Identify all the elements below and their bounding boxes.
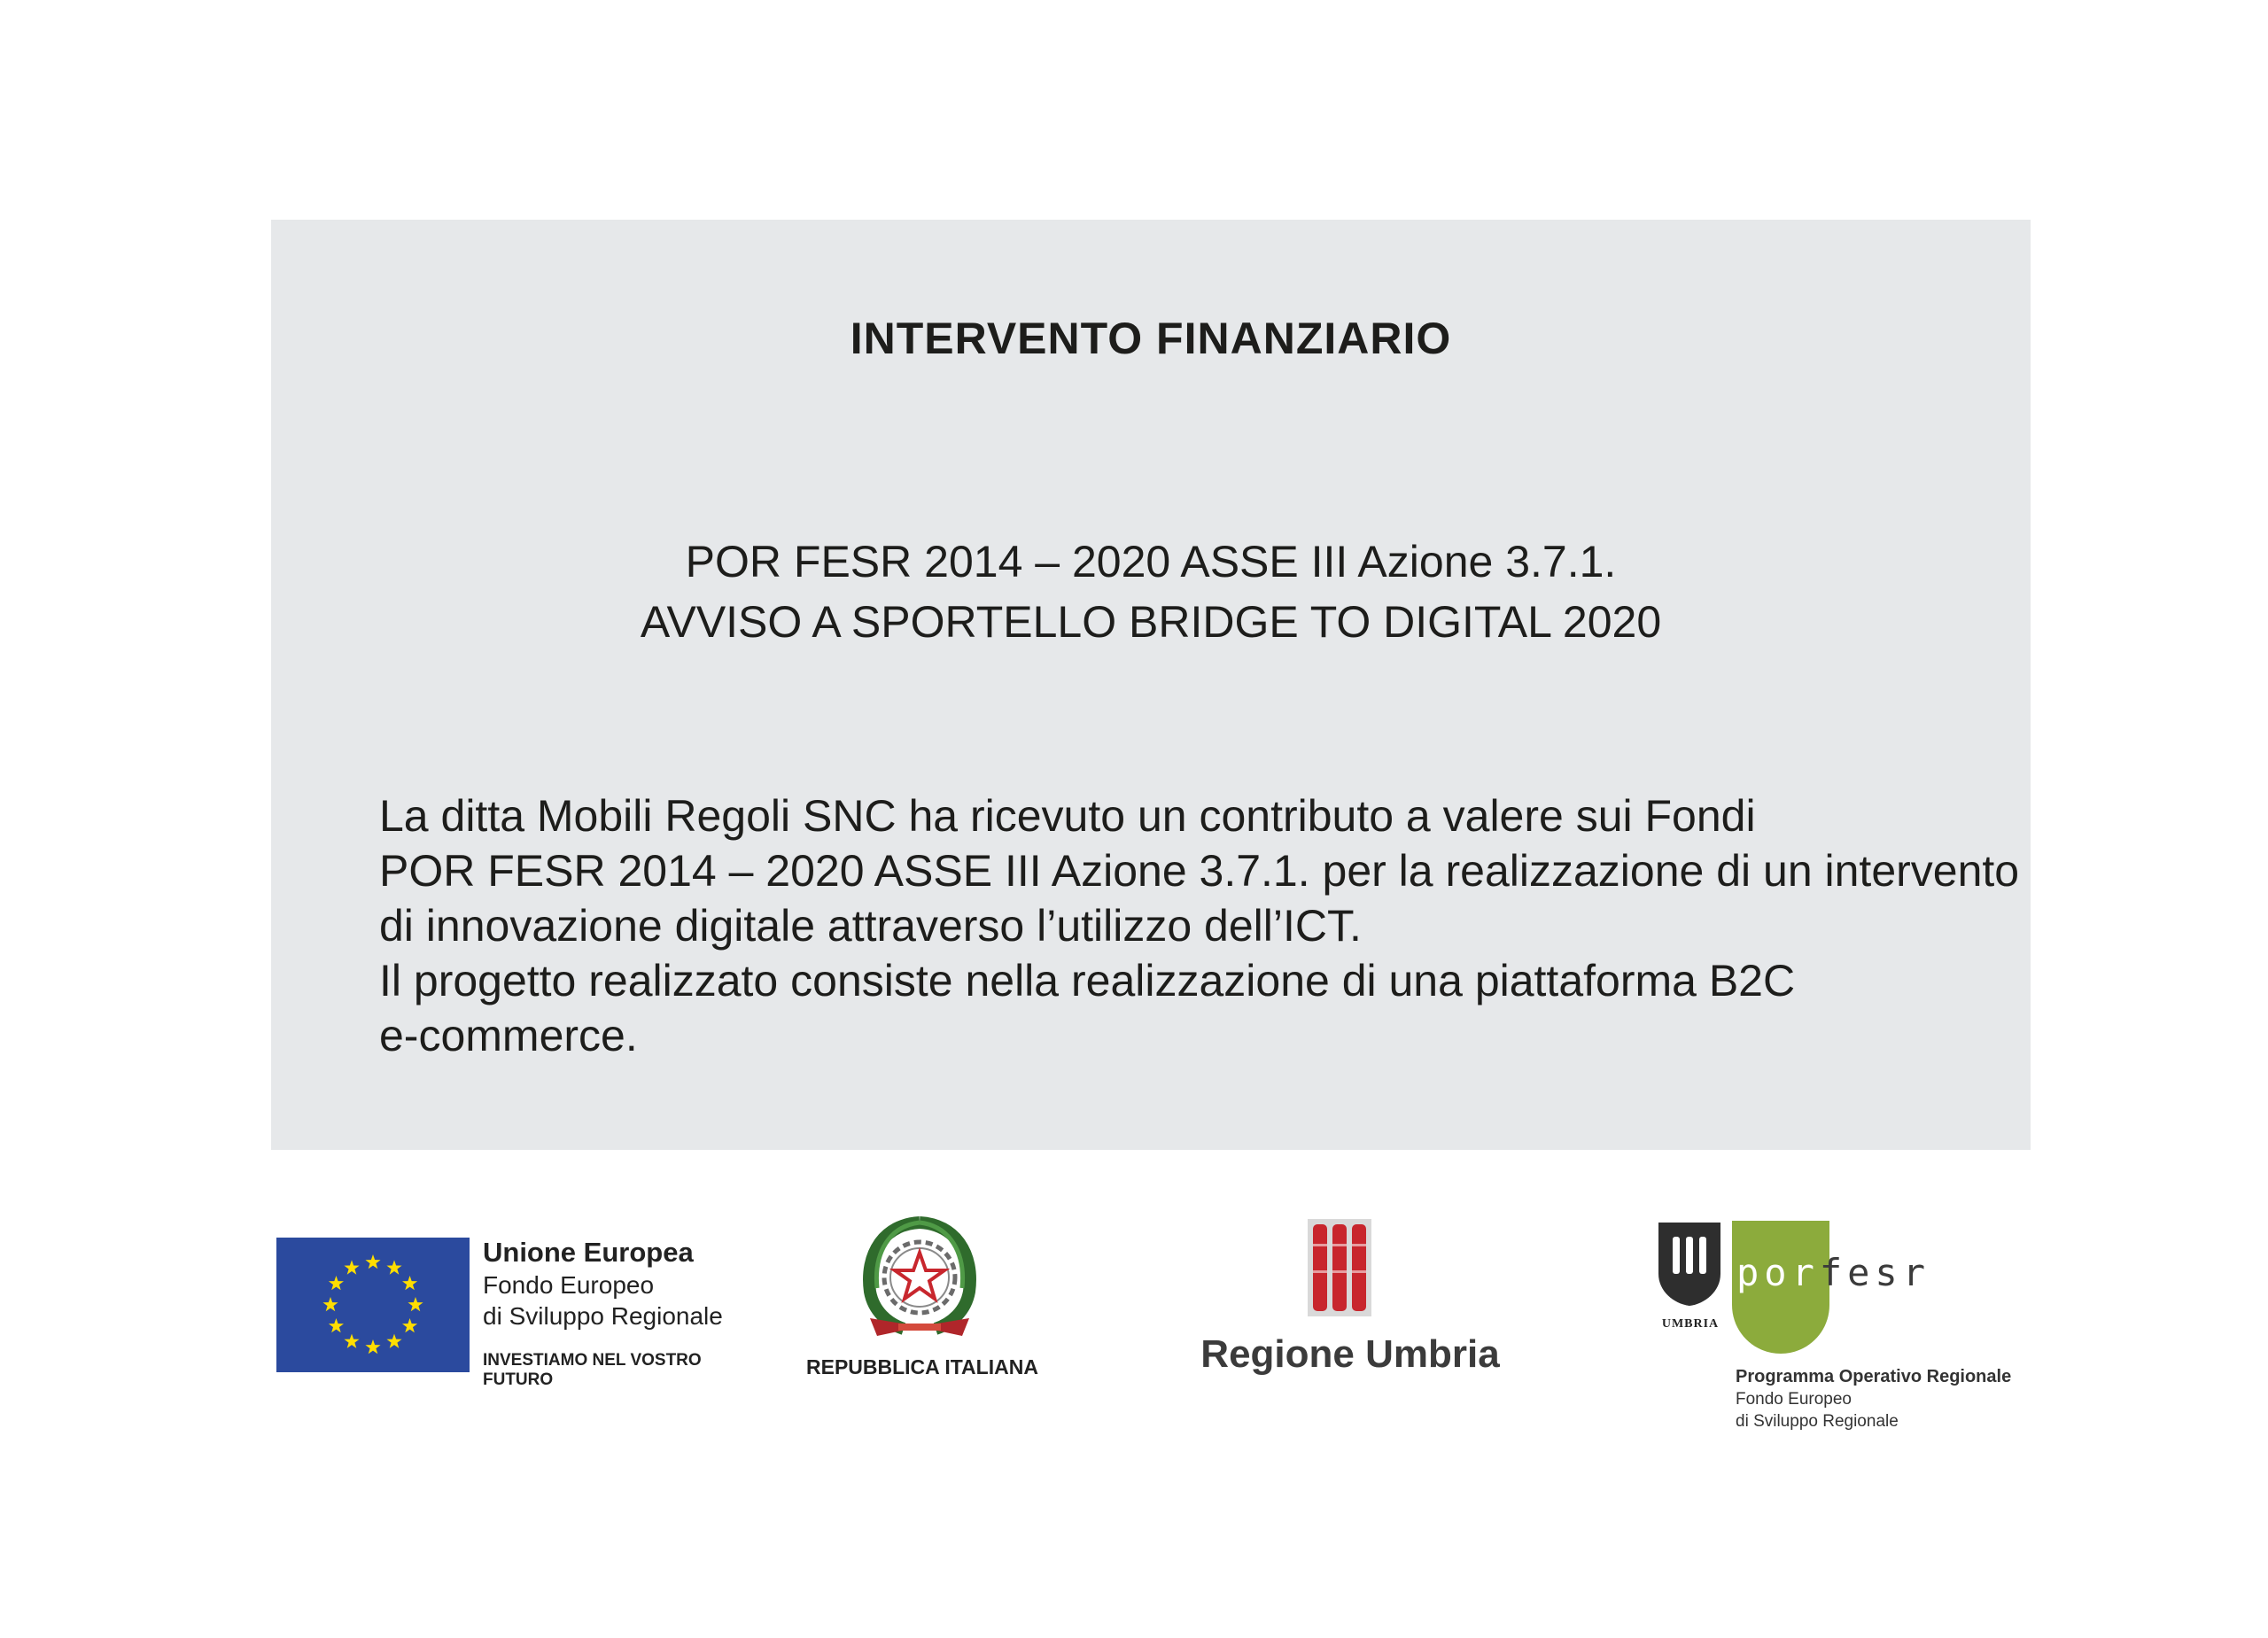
por-caption-title: Programma Operativo Regionale <box>1736 1367 2012 1386</box>
body-line: Il progetto realizzato consiste nella realizzazione di una piattaforma B2C <box>379 956 1796 1005</box>
subtitle-line: AVVISO A SPORTELLO BRIDGE TO DIGITAL 2020 <box>640 597 1662 647</box>
eu-flag-icon <box>276 1238 470 1372</box>
eu-fund-line: di Sviluppo Regionale <box>483 1302 723 1330</box>
notice-panel <box>271 220 2031 1150</box>
italy-label: REPUBBLICA ITALIANA <box>806 1355 1038 1378</box>
eu-fund-line: Fondo Europeo <box>483 1271 655 1299</box>
por-word: por <box>1736 1251 1820 1294</box>
notice-body <box>379 788 2020 1063</box>
por-caption-line: Fondo Europeo <box>1736 1390 1852 1409</box>
por-caption <box>1736 1365 2037 1432</box>
por-caption-line: di Sviluppo Regionale <box>1736 1412 1899 1431</box>
body-line: La ditta Mobili Regoli SNC ha ricevuto un contributo a valere sui Fondi <box>379 791 1756 841</box>
notice-title: INTERVENTO FINANZIARIO <box>850 314 1452 363</box>
fesr-word: fesr <box>1819 1251 1931 1294</box>
body-line: e-commerce. <box>379 1011 638 1060</box>
body-line: di innovazione digitale attraverso l’utilizzo dell’ICT. <box>379 901 1362 951</box>
umbria-shield-icon <box>1658 1223 1720 1306</box>
umbria-label: Regione Umbria <box>1200 1332 1500 1376</box>
body-line: POR FESR 2014 – 2020 ASSE III Azione 3.7.1. per la realizzazione di un intervento <box>379 846 2020 896</box>
subtitle-line: POR FESR 2014 – 2020 ASSE III Azione 3.7.1. <box>685 537 1617 586</box>
eu-logo-text <box>483 1236 775 1390</box>
eu-title: Unione Europea <box>483 1237 694 1268</box>
umbria-candles-icon <box>1308 1219 1371 1316</box>
por-shield-label: UMBRIA <box>1661 1317 1720 1331</box>
notice-subtitle <box>271 532 2031 652</box>
eu-motto: INVESTIAMO NEL VOSTRO FUTURO <box>483 1351 702 1389</box>
por-fesr-wordmark <box>1736 1251 1930 1294</box>
italian-emblem-icon <box>858 1214 982 1348</box>
eu-stars <box>276 1238 470 1372</box>
